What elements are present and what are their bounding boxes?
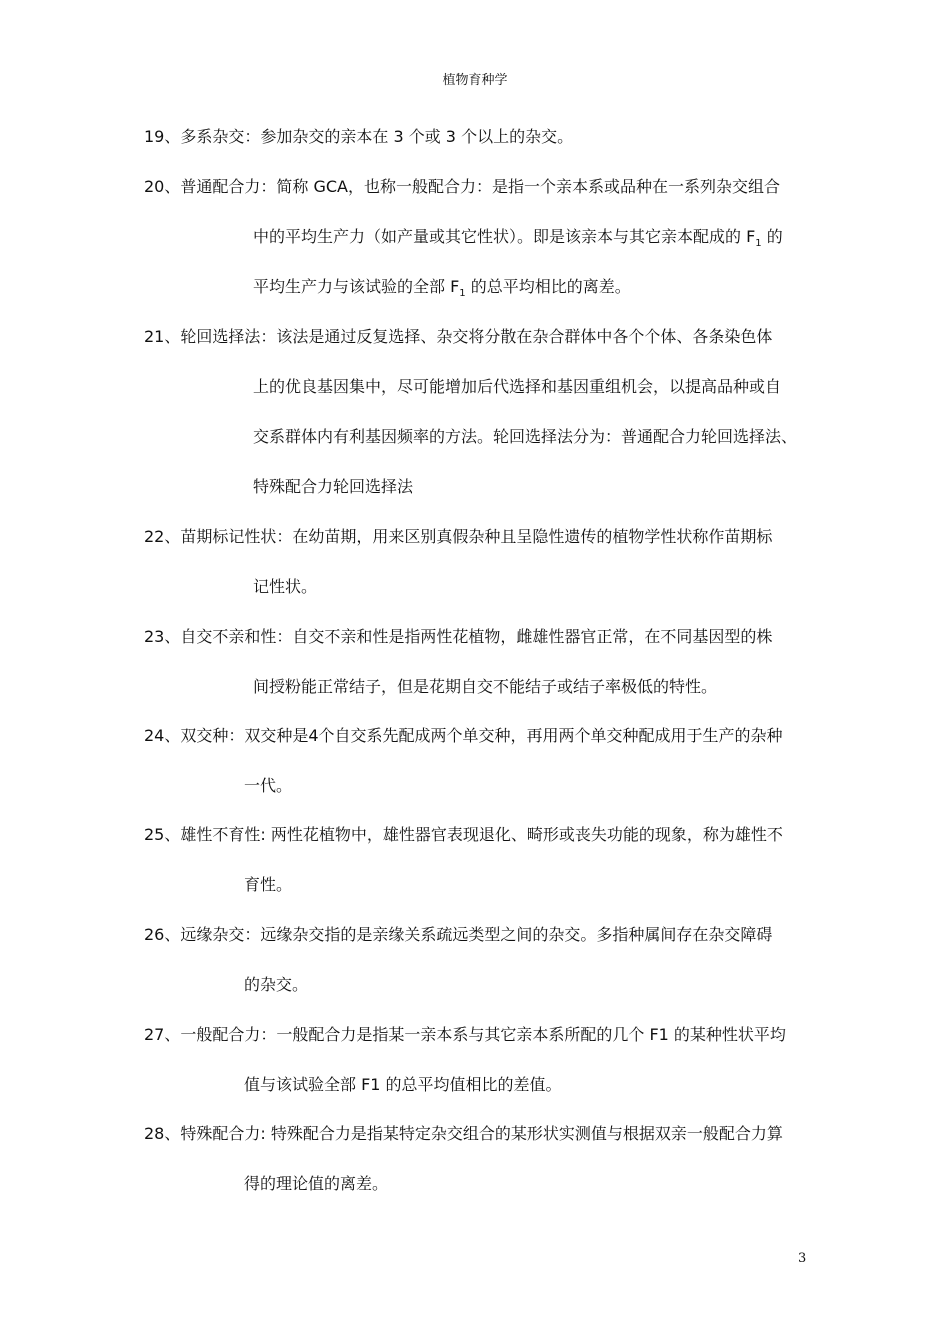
definition-entry-28 — [144, 1109, 814, 1209]
header-title: 植物育种学 — [442, 73, 508, 88]
definition-entry-22 — [144, 512, 814, 612]
entry-line-text: 平均生产力与该试验的全部 F — [253, 277, 460, 296]
entry-line: 28、特殊配合力: 特殊配合力是指某特定杂交组合的某形状实测值与根据双亲一般配合力算 — [144, 1124, 783, 1143]
definition-entry-21 — [144, 312, 814, 512]
entry-line: 记性状。 — [253, 577, 318, 596]
definition-entry-27 — [144, 1010, 814, 1110]
page-number: 3 — [798, 1251, 807, 1266]
subscript: 1 — [459, 288, 466, 299]
entry-line: 26、远缘杂交：远缘杂交指的是亲缘关系疏远类型之间的杂交。多指种属间存在杂交障碍 — [144, 925, 773, 944]
entry-line: 交系群体内有利基因频率的方法。轮回选择法分为：普通配合力轮回选择法、 — [253, 427, 798, 446]
entry-line: 27、一般配合力：一般配合力是指某一亲本系与其它亲本系所配的几个 F1 的某种性状平均 — [144, 1025, 786, 1044]
entry-line: 上的优良基因集中，尽可能增加后代选择和基因重组机会，以提高品种或自 — [253, 377, 782, 396]
definition-entry-26 — [144, 910, 814, 1010]
entry-line: 的杂交。 — [244, 975, 309, 994]
subscript: 1 — [755, 238, 762, 249]
entry-line: 得的理论值的离差。 — [244, 1174, 389, 1193]
entry-line: 育性。 — [244, 875, 293, 894]
entry-line: 特殊配合力轮回选择法 — [253, 477, 414, 496]
entry-line: 23、自交不亲和性：自交不亲和性是指两性花植物，雌雄性器官正常，在不同基因型的株 — [144, 627, 773, 646]
entry-line-text: 的 — [761, 227, 783, 246]
entry-line: 21、轮回选择法：该法是通过反复选择、杂交将分散在杂合群体中各个个体、各条染色体 — [144, 327, 773, 346]
definition-entry-20 — [144, 162, 814, 312]
entry-line: 20、普通配合力：简称 GCA，也称一般配合力：是指一个亲本系或品种在一系列杂交组合 — [144, 177, 780, 196]
entry-line: 19、多系杂交：参加杂交的亲本在 3 个或 3 个以上的杂交。 — [144, 127, 574, 146]
entry-line — [144, 212, 814, 262]
entry-line: 值与该试验全部 F1 的总平均值相比的差值。 — [244, 1075, 562, 1094]
definition-entry-19 — [144, 112, 814, 162]
definition-entry-24 — [144, 711, 814, 811]
entry-line: 间授粉能正常结子，但是花期自交不能结子或结子率极低的特性。 — [253, 677, 718, 696]
entry-line — [144, 262, 814, 312]
definition-entry-25 — [144, 810, 814, 910]
entry-line: 24、双交种：双交种是4个自交系先配成两个单交种，再用两个单交种配成用于生产的杂种 — [144, 726, 783, 745]
entry-line-text: 中的平均生产力（如产量或其它性状）。即是该亲本与其它亲本配成的 F — [253, 227, 756, 246]
definition-entry-23 — [144, 612, 814, 712]
page-header — [0, 71, 950, 91]
entry-line: 25、雄性不育性: 两性花植物中，雄性器官表现退化、畸形或丧失功能的现象，称为雄性不 — [144, 825, 783, 844]
entry-line: 一代。 — [244, 776, 293, 795]
entry-line: 22、苗期标记性状：在幼苗期，用来区别真假杂种且呈隐性遗传的植物学性状称作苗期标 — [144, 527, 773, 546]
entry-line-text: 的总平均相比的离差。 — [465, 277, 631, 296]
